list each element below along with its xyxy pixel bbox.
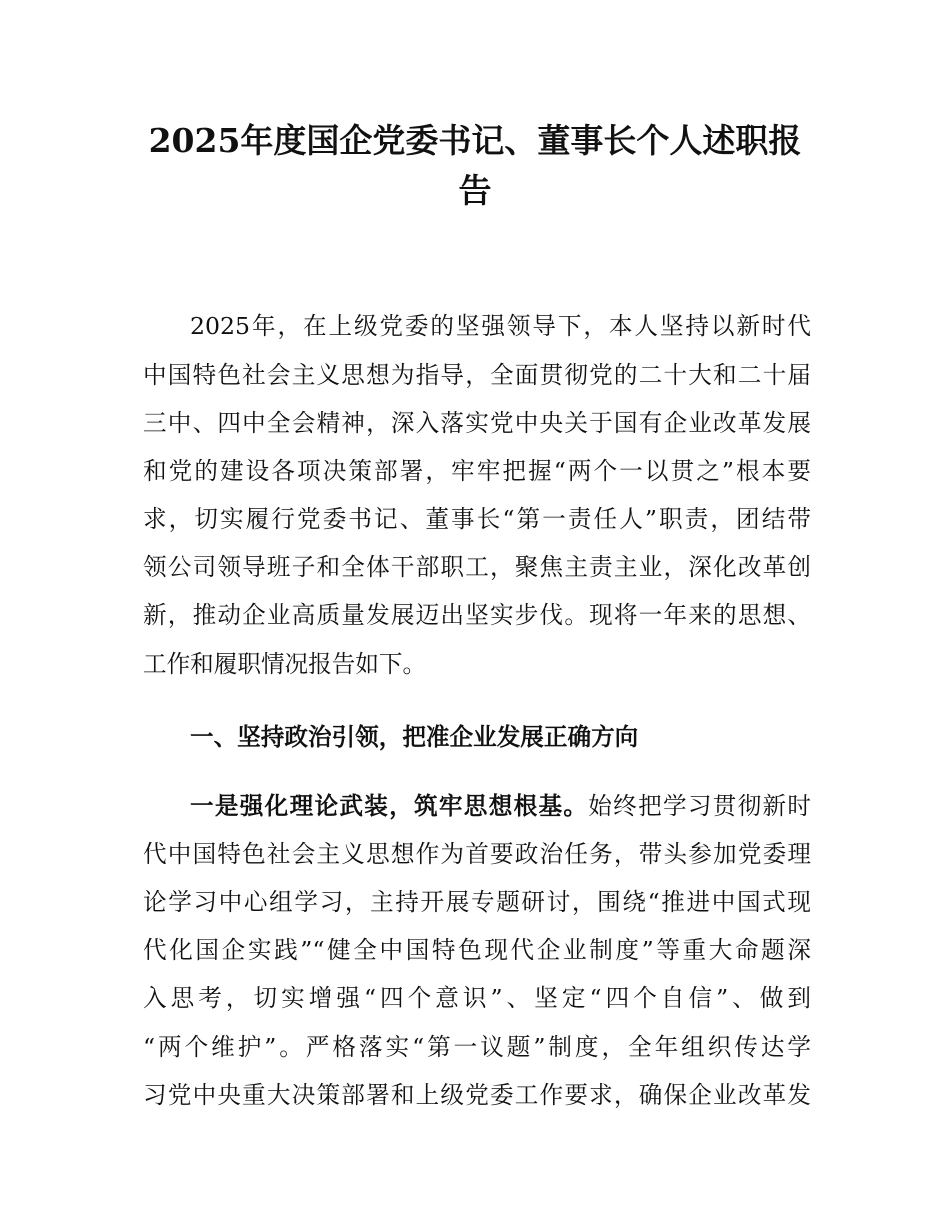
- section-1-para-1-line-2: 代中国特色社会主义思想作为首要政治任务，带头参加党委理: [143, 840, 811, 868]
- section-1-heading: 一、坚持政治引领，把准企业发展正确方向: [190, 723, 639, 751]
- section-1-para-1-lead: 一是强化理论武装，筑牢思想根基。: [190, 792, 589, 820]
- section-1-para-1-line-6: “两个维护”。严格落实“第一议题”制度，全年组织传达学: [143, 1033, 811, 1061]
- intro-line-8: 工作和履职情况报告如下。: [143, 650, 427, 678]
- intro-line-2: 中国特色社会主义思想为指导，全面贯彻党的二十大和二十届: [143, 361, 811, 389]
- intro-line-5: 求，切实履行党委书记、董事长“第一责任人”职责，团结带: [143, 505, 811, 533]
- section-1-para-1-line-7: 习党中央重大决策部署和上级党委工作要求，确保企业改革发: [143, 1081, 811, 1109]
- intro-line-4: 和党的建设各项决策部署，牢牢把握“两个一以贯之”根本要: [143, 457, 811, 485]
- section-1-para-1-line-3: 论学习中心组学习，主持开展专题研讨，围绕“推进中国式现: [143, 888, 811, 916]
- section-1-para-1-line-1-rest: 始终把学习贯彻新时: [588, 792, 812, 820]
- intro-line-6: 领公司领导班子和全体干部职工，聚焦主责主业，深化改革创: [143, 553, 811, 581]
- section-1-para-1-line-4: 代化国企实践”“健全中国特色现代企业制度”等重大命题深: [143, 936, 811, 964]
- title-line-2: 告: [458, 171, 492, 210]
- intro-line-1: 2025年，在上级党委的坚强领导下，本人坚持以新时代: [190, 312, 811, 340]
- intro-line-3: 三中、四中全会精神，深入落实党中央关于国有企业改革发展: [143, 409, 811, 437]
- section-1-para-1-line-1: [190, 790, 811, 822]
- section-1-para-1-line-5: 入思考，切实增强“四个意识”、坚定“四个自信”、做到: [143, 984, 811, 1012]
- document-title: [140, 116, 810, 216]
- intro-line-7: 新，推动企业高质量发展迈出坚实步伐。现将一年来的思想、: [143, 601, 811, 629]
- title-line-1: 2025年度国企党委书记、董事长个人述职报: [148, 121, 802, 160]
